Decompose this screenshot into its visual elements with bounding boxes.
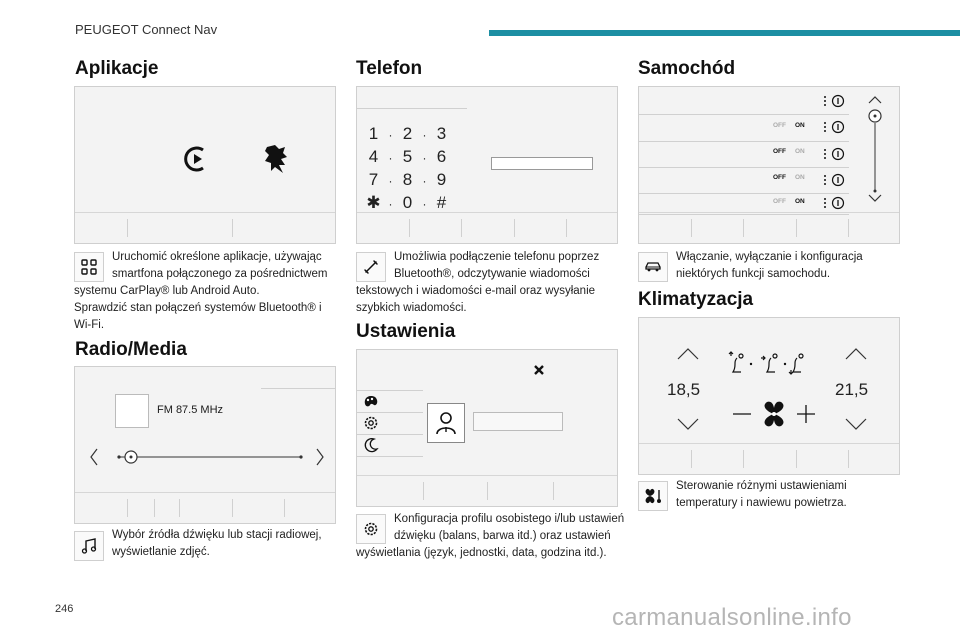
temp-right-down-icon[interactable]	[845, 418, 867, 430]
climate-bottom-bar	[639, 443, 899, 474]
settings-bottom-bar	[357, 475, 617, 506]
settings-screen	[356, 349, 618, 507]
station-logo	[115, 394, 149, 428]
peugeot-lion-icon[interactable]	[261, 143, 291, 175]
section-title-car: Samochód	[638, 58, 736, 79]
section-title-apps: Aplikacje	[75, 58, 159, 79]
temp-right-value: 21,5	[835, 380, 869, 399]
climate-description: Sterowanie różnymi ustawieniami temperatury i nawiewu powietrza.	[676, 480, 847, 509]
header-accent-bar	[489, 30, 960, 36]
carplay-icon[interactable]	[183, 144, 211, 174]
prev-icon	[91, 449, 97, 465]
station-label: FM 87.5 MHz	[157, 404, 224, 416]
running-header: PEUGEOT Connect Nav	[75, 22, 218, 37]
temp-right-up-icon[interactable]	[845, 348, 867, 360]
page-number: 246	[55, 603, 74, 615]
feature-toggle-4[interactable]: OFF ON	[773, 198, 805, 205]
frequency-slider[interactable]	[89, 445, 325, 469]
phone-bottom-bar	[357, 212, 617, 243]
apps-bottom-bar	[75, 212, 335, 243]
car-screen	[638, 86, 900, 244]
radio-description: Wybór źródła dźwięku lub stacji radiowej, wyświetlanie zdjęć.	[112, 529, 322, 558]
row-info-icon-5[interactable]	[823, 196, 845, 210]
section-title-climate: Klimatyzacja	[638, 289, 754, 310]
apps-description: Uruchomić określone aplikacje, używając smartfona połączonego za pośrednictwem systemu CarPlay® lub Android Auto. Sprawdzić stan połączeń systemów Bluetooth® i Wi-Fi.	[74, 251, 328, 331]
next-icon	[317, 449, 323, 465]
row-info-icon-3[interactable]	[823, 147, 845, 161]
car-bottom-bar	[639, 212, 899, 243]
section-title-radio: Radio/Media	[75, 339, 187, 360]
phone-number-field[interactable]	[491, 157, 593, 170]
airflow-modes-icon[interactable]	[727, 350, 817, 376]
row-info-icon-1[interactable]	[823, 94, 845, 108]
section-title-phone: Telefon	[356, 58, 423, 79]
phone-screen	[356, 86, 618, 244]
feature-toggle-3[interactable]: OFF ON	[773, 174, 805, 181]
apps-screen	[74, 86, 336, 244]
phone-description: Umożliwia podłączenie telefonu poprzez Bluetooth®, odczytywanie wiadomości tekstowych i wiadomości e-mail oraz wysyłanie szybkich wiadomości.	[356, 251, 600, 314]
row-info-icon-2[interactable]	[823, 120, 845, 134]
profile-avatar[interactable]	[427, 403, 465, 443]
scroll-down-icon	[869, 195, 881, 201]
settings-description: Konfiguracja profilu osobistego i/lub ustawień dźwięku (balans, barwa itd.) oraz ustawień wyświetlania (język, jednostki, data, godzina itd.).	[356, 513, 625, 559]
fan-icon	[765, 402, 784, 427]
palette-icon[interactable]	[363, 394, 379, 410]
profile-name-field[interactable]	[473, 412, 563, 431]
vertical-scrollbar[interactable]	[865, 95, 885, 203]
radio-screen	[74, 366, 336, 524]
temp-left-value: 18,5	[667, 380, 701, 399]
feature-toggle-2[interactable]: OFF ON	[773, 148, 805, 155]
car-description: Włączanie, wyłączanie i konfiguracja niektórych funkcji samochodu.	[676, 251, 863, 280]
row-info-icon-4[interactable]	[823, 173, 845, 187]
watermark: carmanualsonline.info	[612, 604, 852, 631]
temp-left-up-icon[interactable]	[677, 348, 699, 360]
fan-speed-control[interactable]	[731, 398, 817, 430]
scroll-up-icon	[869, 97, 881, 103]
settings-gear-icon[interactable]	[363, 415, 379, 431]
feature-toggle-1[interactable]: OFF ON	[773, 122, 805, 129]
close-icon[interactable]	[533, 364, 545, 376]
temp-left-down-icon[interactable]	[677, 418, 699, 430]
climate-screen	[638, 317, 900, 475]
phone-keypad[interactable]: 1 · 2 · 3 4 · 5 · 6 7 · 8 · 9 ✱ · 0 · #	[366, 124, 447, 212]
night-mode-icon[interactable]	[363, 437, 379, 453]
radio-bottom-bar	[75, 492, 335, 523]
section-title-settings: Ustawienia	[356, 321, 456, 342]
